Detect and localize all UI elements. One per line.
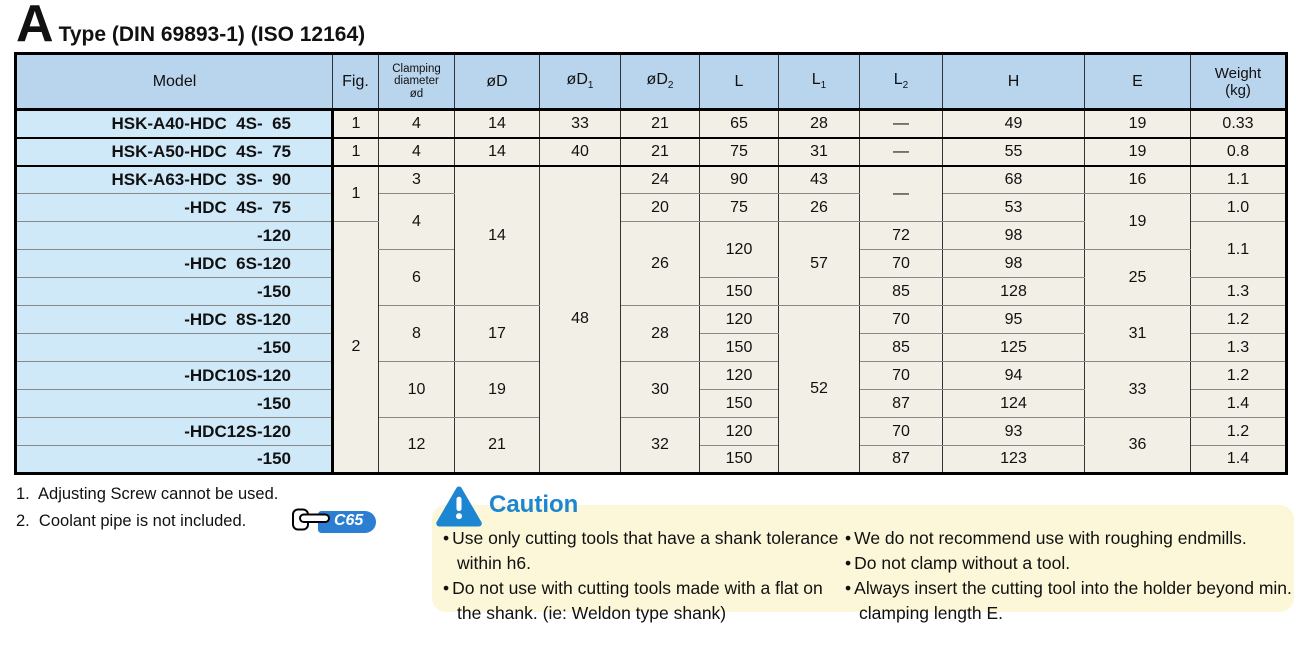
cell-oD1: 33 [540, 110, 621, 138]
col-header-oD2 [621, 54, 700, 110]
oD1-sub: 1 [587, 80, 594, 92]
cell-L2: — [860, 138, 943, 166]
cell-E: 19 [1085, 194, 1191, 250]
cell-E: 36 [1085, 418, 1191, 474]
cell-weight: 1.3 [1191, 278, 1287, 306]
cell-H: 123 [943, 446, 1085, 474]
cell-L2: — [860, 166, 943, 222]
cell-E: 31 [1085, 306, 1191, 362]
cell-oD: 19 [455, 362, 540, 418]
caution-item: • We do not recommend use with roughing endmills. [845, 526, 1296, 551]
cell-weight: 1.2 [1191, 362, 1287, 390]
cell-oD1: 48 [540, 166, 621, 474]
table-row [16, 362, 1287, 390]
cell-clamping-od: 4 [379, 110, 455, 138]
cell-clamping-od: 10 [379, 362, 455, 418]
cell-weight: 1.0 [1191, 194, 1287, 222]
cell-clamping-od: 8 [379, 306, 455, 362]
cell-L: 120 [700, 306, 779, 334]
cell-model: -HDC12S-120 [16, 418, 333, 446]
cell-oD1: 40 [540, 138, 621, 166]
spec-table [14, 52, 1288, 475]
L2-sub: 2 [902, 80, 909, 92]
cell-fig: 1 [333, 138, 379, 166]
cell-oD: 17 [455, 306, 540, 362]
cell-L: 75 [700, 194, 779, 222]
cell-oD2: 20 [621, 194, 700, 222]
cell-weight: 0.33 [1191, 110, 1287, 138]
cell-oD2: 26 [621, 222, 700, 306]
cell-model: -150 [16, 390, 333, 418]
cell-fig: 2 [333, 222, 379, 474]
table-row [16, 306, 1287, 334]
cell-fig: 1 [333, 110, 379, 138]
clamping-line3: ød [409, 87, 424, 100]
table-row [16, 138, 1287, 166]
col-header-fig: Fig. [333, 54, 379, 110]
caution-warning-icon [436, 485, 482, 527]
clamping-line1: Clamping [392, 62, 441, 75]
cell-L: 150 [700, 334, 779, 362]
cell-model: -150 [16, 446, 333, 474]
cell-H: 98 [943, 250, 1085, 278]
cell-L: 90 [700, 166, 779, 194]
cell-weight: 1.1 [1191, 166, 1287, 194]
oD2-main: øD [646, 71, 668, 89]
L1-main: L [811, 71, 821, 89]
footnotes [16, 481, 376, 535]
oD2-sub: 2 [667, 80, 674, 92]
cell-L2: 87 [860, 446, 943, 474]
table-row [16, 194, 1287, 222]
cell-model: -HDC 6S-120 [16, 250, 333, 278]
cell-H: 68 [943, 166, 1085, 194]
cell-clamping-od: 3 [379, 166, 455, 194]
table-row [16, 110, 1287, 138]
col-header-oD: øD [455, 54, 540, 110]
clamping-line2: diameter [394, 75, 439, 88]
cell-H: 93 [943, 418, 1085, 446]
cell-E: 19 [1085, 138, 1191, 166]
cell-oD2: 21 [621, 110, 700, 138]
cell-weight: 1.1 [1191, 222, 1287, 278]
cell-oD2: 24 [621, 166, 700, 194]
cell-H: 128 [943, 278, 1085, 306]
col-header-E: E [1085, 54, 1191, 110]
type-standards: Type (DIN 69893-1) (ISO 12164) [58, 23, 366, 46]
cell-L1: 26 [779, 194, 860, 222]
cell-clamping-od: 6 [379, 250, 455, 306]
L1-sub: 1 [820, 80, 827, 92]
cell-E: 16 [1085, 166, 1191, 194]
caution-item: • Do not use with cutting tools made with a flat on the shank. (ie: Weldon type shank) [443, 576, 851, 626]
cell-L2: 70 [860, 250, 943, 278]
cell-L: 65 [700, 110, 779, 138]
cell-model: HSK-A40-HDC 4S- 65 [16, 110, 333, 138]
cell-model: HSK-A63-HDC 3S- 90 [16, 166, 333, 194]
cell-weight: 1.3 [1191, 334, 1287, 362]
weight-line1: Weight [1214, 64, 1262, 82]
page-ref-link[interactable] [254, 487, 376, 557]
cell-model: -HDC 8S-120 [16, 306, 333, 334]
caution-item: • Use only cutting tools that have a shank tolerance within h6. [443, 526, 851, 576]
page-title [16, 0, 366, 53]
cell-model: -120 [16, 222, 333, 250]
pointing-hand-icon [254, 487, 331, 557]
caution-list-right [845, 526, 1296, 626]
col-header-L: L [700, 54, 779, 110]
cell-L1: 52 [779, 306, 860, 474]
page-ref-badge[interactable]: C65 [318, 511, 376, 533]
table-header-row [16, 54, 1287, 110]
cell-H: 124 [943, 390, 1085, 418]
cell-oD2: 21 [621, 138, 700, 166]
cell-model: -HDC10S-120 [16, 362, 333, 390]
cell-L1: 57 [779, 222, 860, 306]
cell-L2: — [860, 110, 943, 138]
caution-title: Caution [489, 491, 579, 518]
table-row [16, 166, 1287, 194]
cell-L: 120 [700, 222, 779, 278]
cell-model: -150 [16, 334, 333, 362]
col-header-L2 [860, 54, 943, 110]
weight-line2: (kg) [1225, 81, 1251, 99]
cell-L2: 85 [860, 334, 943, 362]
oD1-main: øD [566, 71, 588, 89]
cell-model: HSK-A50-HDC 4S- 75 [16, 138, 333, 166]
caution-item: • Do not clamp without a tool. [845, 551, 1296, 576]
cell-L: 120 [700, 418, 779, 446]
cell-clamping-od: 12 [379, 418, 455, 474]
cell-L2: 70 [860, 418, 943, 446]
col-header-H: H [943, 54, 1085, 110]
col-header-clamping-diameter [379, 54, 455, 110]
cell-weight: 1.4 [1191, 446, 1287, 474]
cell-H: 53 [943, 194, 1085, 222]
cell-L: 150 [700, 446, 779, 474]
cell-oD: 14 [455, 110, 540, 138]
cell-L2: 70 [860, 306, 943, 334]
cell-oD2: 28 [621, 306, 700, 362]
cell-E: 19 [1085, 110, 1191, 138]
cell-L1: 28 [779, 110, 860, 138]
cell-oD: 14 [455, 166, 540, 306]
cell-L1: 31 [779, 138, 860, 166]
cell-L: 120 [700, 362, 779, 390]
col-header-oD1 [540, 54, 621, 110]
cell-H: 98 [943, 222, 1085, 250]
cell-L2: 72 [860, 222, 943, 250]
cell-oD2: 32 [621, 418, 700, 474]
caution-item: • Always insert the cutting tool into the holder beyond min. clamping length E. [845, 576, 1296, 626]
cell-L2: 85 [860, 278, 943, 306]
cell-weight: 0.8 [1191, 138, 1287, 166]
type-letter: A [16, 0, 52, 53]
cell-model: -HDC 4S- 75 [16, 194, 333, 222]
cell-H: 55 [943, 138, 1085, 166]
cell-E: 33 [1085, 362, 1191, 418]
cell-L2: 87 [860, 390, 943, 418]
cell-L1: 43 [779, 166, 860, 194]
table-row [16, 418, 1287, 446]
cell-H: 94 [943, 362, 1085, 390]
cell-L: 75 [700, 138, 779, 166]
L2-main: L [893, 71, 903, 89]
cell-L: 150 [700, 390, 779, 418]
cell-weight: 1.4 [1191, 390, 1287, 418]
footnote-2-text: 2. Coolant pipe is not included. [16, 512, 247, 530]
col-header-model: Model [16, 54, 333, 110]
cell-oD2: 30 [621, 362, 700, 418]
cell-oD: 14 [455, 138, 540, 166]
cell-L: 150 [700, 278, 779, 306]
cell-H: 125 [943, 334, 1085, 362]
cell-weight: 1.2 [1191, 418, 1287, 446]
cell-weight: 1.2 [1191, 306, 1287, 334]
cell-clamping-od: 4 [379, 194, 455, 250]
cell-fig: 1 [333, 166, 379, 222]
cell-L2: 70 [860, 362, 943, 390]
cell-E: 25 [1085, 250, 1191, 306]
caution-list-left [443, 526, 851, 626]
cell-H: 95 [943, 306, 1085, 334]
footnote-2 [16, 508, 376, 535]
cell-clamping-od: 4 [379, 138, 455, 166]
footnote-1: 1. Adjusting Screw cannot be used. [16, 485, 279, 503]
cell-oD: 21 [455, 418, 540, 474]
cell-model: -150 [16, 278, 333, 306]
col-header-weight [1191, 54, 1287, 110]
col-header-L1 [779, 54, 860, 110]
cell-H: 49 [943, 110, 1085, 138]
